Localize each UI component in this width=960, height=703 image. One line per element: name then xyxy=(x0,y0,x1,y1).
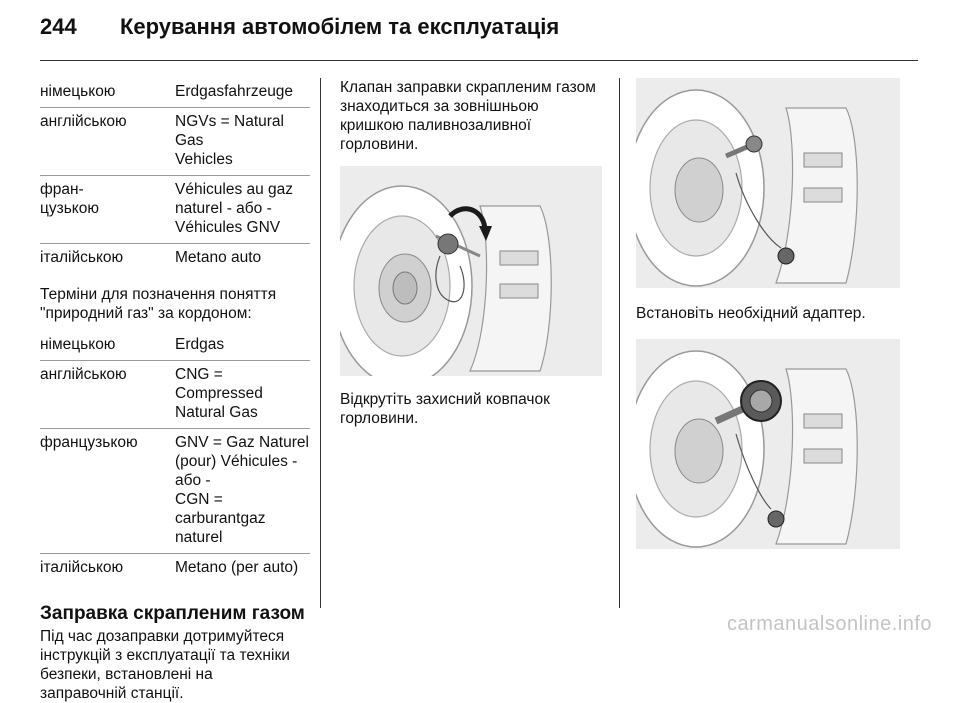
table-row xyxy=(40,361,310,429)
column-divider-2 xyxy=(619,78,620,608)
table-row xyxy=(40,429,310,554)
language-cell: німецькою xyxy=(40,83,116,100)
section-heading: Заправка скрапленим газом xyxy=(40,603,305,624)
language-cell: італійською xyxy=(40,249,124,266)
language-cell: французькою xyxy=(40,434,138,451)
illustration-open-flap xyxy=(636,78,900,288)
remove-cap-caption: Відкрутіть захисний ковпачок горловини. xyxy=(340,391,550,427)
table-row xyxy=(40,244,310,273)
column-divider-1 xyxy=(320,78,321,608)
table-row xyxy=(40,176,310,244)
term-cell: NGVs = Natural Gas Vehicles xyxy=(175,113,284,168)
language-cell: фран- цузькою xyxy=(40,181,100,217)
page-header xyxy=(40,14,920,54)
page-number: 244 xyxy=(40,14,77,39)
language-cell: англійською xyxy=(40,366,127,383)
column-right xyxy=(636,78,906,549)
install-adapter-caption: Встановіть необхідний адаптер. xyxy=(636,305,866,322)
term-cell: Erdgas xyxy=(175,336,225,353)
column-left xyxy=(40,78,310,703)
language-cell: німецькою xyxy=(40,336,116,353)
table-row xyxy=(40,78,310,108)
term-cell: GNV = Gaz Naturel (pour) Véhicules - або - CGN = carburantgaz naturel xyxy=(175,434,309,546)
section-text: Під час дозаправки дотримуйтеся інструкцій з експлуатації та техніки безпеки, встановлені на заправочній станції. xyxy=(40,628,290,702)
illustration-remove-cap xyxy=(340,166,602,376)
term-cell: Metano auto xyxy=(175,249,262,266)
header-rule xyxy=(40,60,918,61)
watermark: carmanualsonline.info xyxy=(726,613,932,635)
page-title: Керування автомобілем та експлуатація xyxy=(120,14,560,39)
table-row xyxy=(40,108,310,176)
term-cell: Véhicules au gaz naturel - або - Véhicules GNV xyxy=(175,181,294,236)
gas-terms-table xyxy=(40,331,310,583)
terms-intro: Терміни для позначення поняття "природний газ" за кордоном: xyxy=(40,286,277,322)
term-cell: CNG = Compressed Natural Gas xyxy=(175,366,263,421)
language-cell: італійською xyxy=(40,559,124,576)
illustration-adapter xyxy=(636,339,900,549)
term-cell: Erdgasfahrzeuge xyxy=(175,83,294,100)
term-cell: Metano (per auto) xyxy=(175,559,299,576)
table-row xyxy=(40,554,310,583)
vehicle-terms-table xyxy=(40,78,310,273)
valve-location-text: Клапан заправки скрапленим газом знаходиться за зовнішньою кришкою паливнозаливної горловини. xyxy=(340,79,596,153)
language-cell: англійською xyxy=(40,113,127,130)
column-middle xyxy=(340,78,605,428)
table-row xyxy=(40,331,310,361)
